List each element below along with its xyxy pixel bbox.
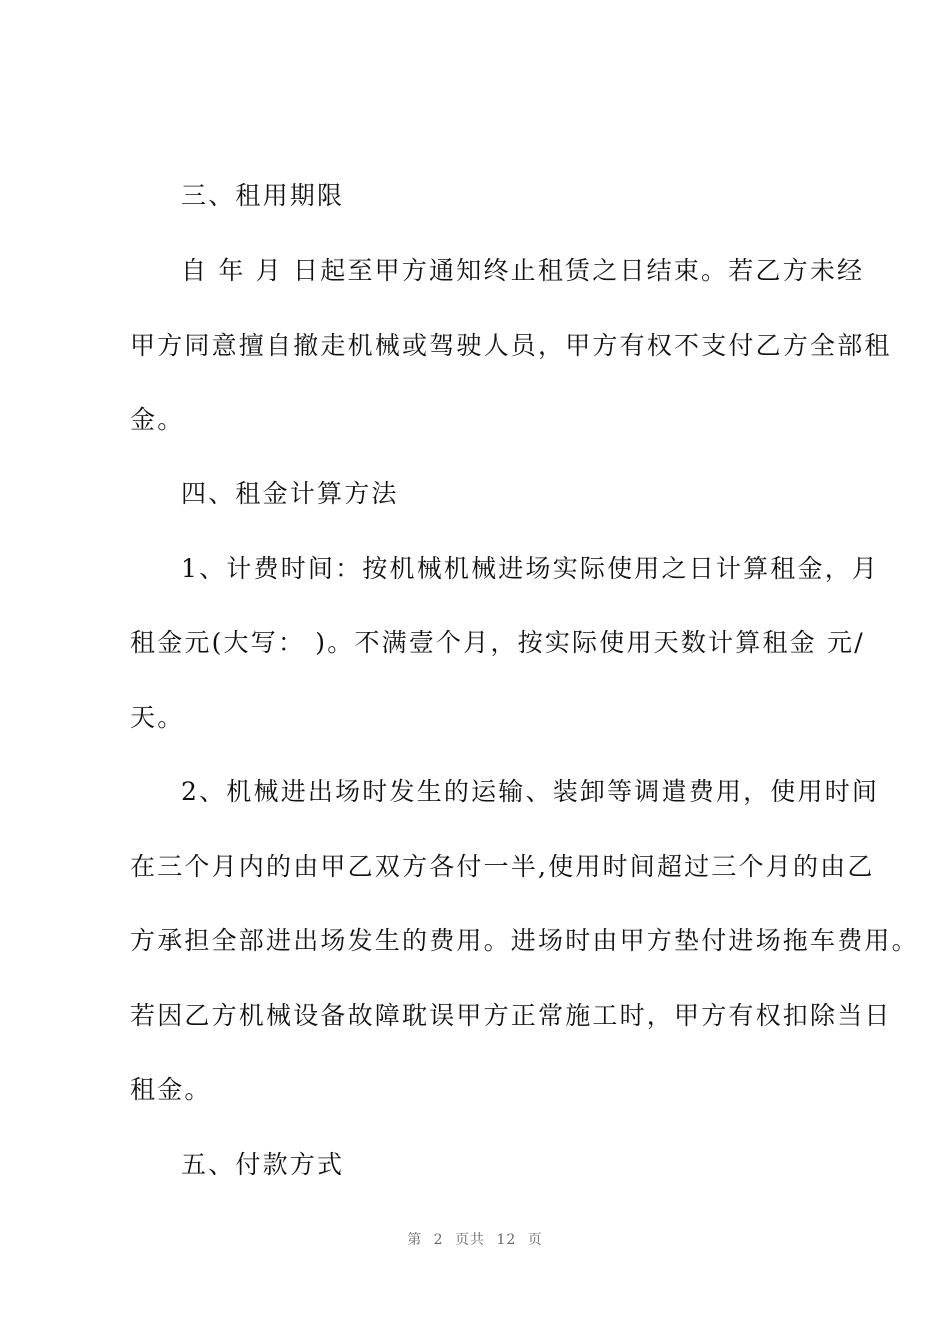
section-heading-lease-term: 三、租用期限 — [181, 181, 345, 210]
paragraph-line: 2、机械进出场时发生的运输、装卸等调遣费用，使用时间 — [181, 777, 880, 806]
paragraph-line: 自 年 月 日起至甲方通知终止租赁之日结束。若乙方未经 — [181, 256, 865, 285]
paragraph-line: 甲方同意擅自撤走机械或驾驶人员，甲方有权不支付乙方全部租 — [130, 331, 892, 360]
paragraph-line: 天。 — [130, 703, 185, 732]
section-heading-rent-calculation: 四、租金计算方法 — [181, 479, 399, 508]
paragraph-line: 1、计费时间：按机械机械进场实际使用之日计算租金，月 — [181, 554, 880, 583]
paragraph-line: 若因乙方机械设备故障耽误甲方正常施工时，甲方有权扣除当日 — [130, 1001, 892, 1030]
paragraph-line: 租金。 — [130, 1075, 212, 1104]
page-number-footer: 第 2 页共 12 页 — [407, 1232, 543, 1248]
paragraph-line: 在三个月内的由甲乙双方各付一半,使用时间超过三个月的由乙 — [130, 852, 875, 881]
section-heading-payment-method: 五、付款方式 — [181, 1150, 345, 1179]
paragraph-line: 租金元(大写： )。不满壹个月，按实际使用天数计算租金 元/ — [130, 628, 865, 657]
paragraph-line: 金。 — [130, 405, 185, 434]
paragraph-line: 方承担全部进出场发生的费用。进场时由甲方垫付进场拖车费用。 — [130, 926, 919, 955]
